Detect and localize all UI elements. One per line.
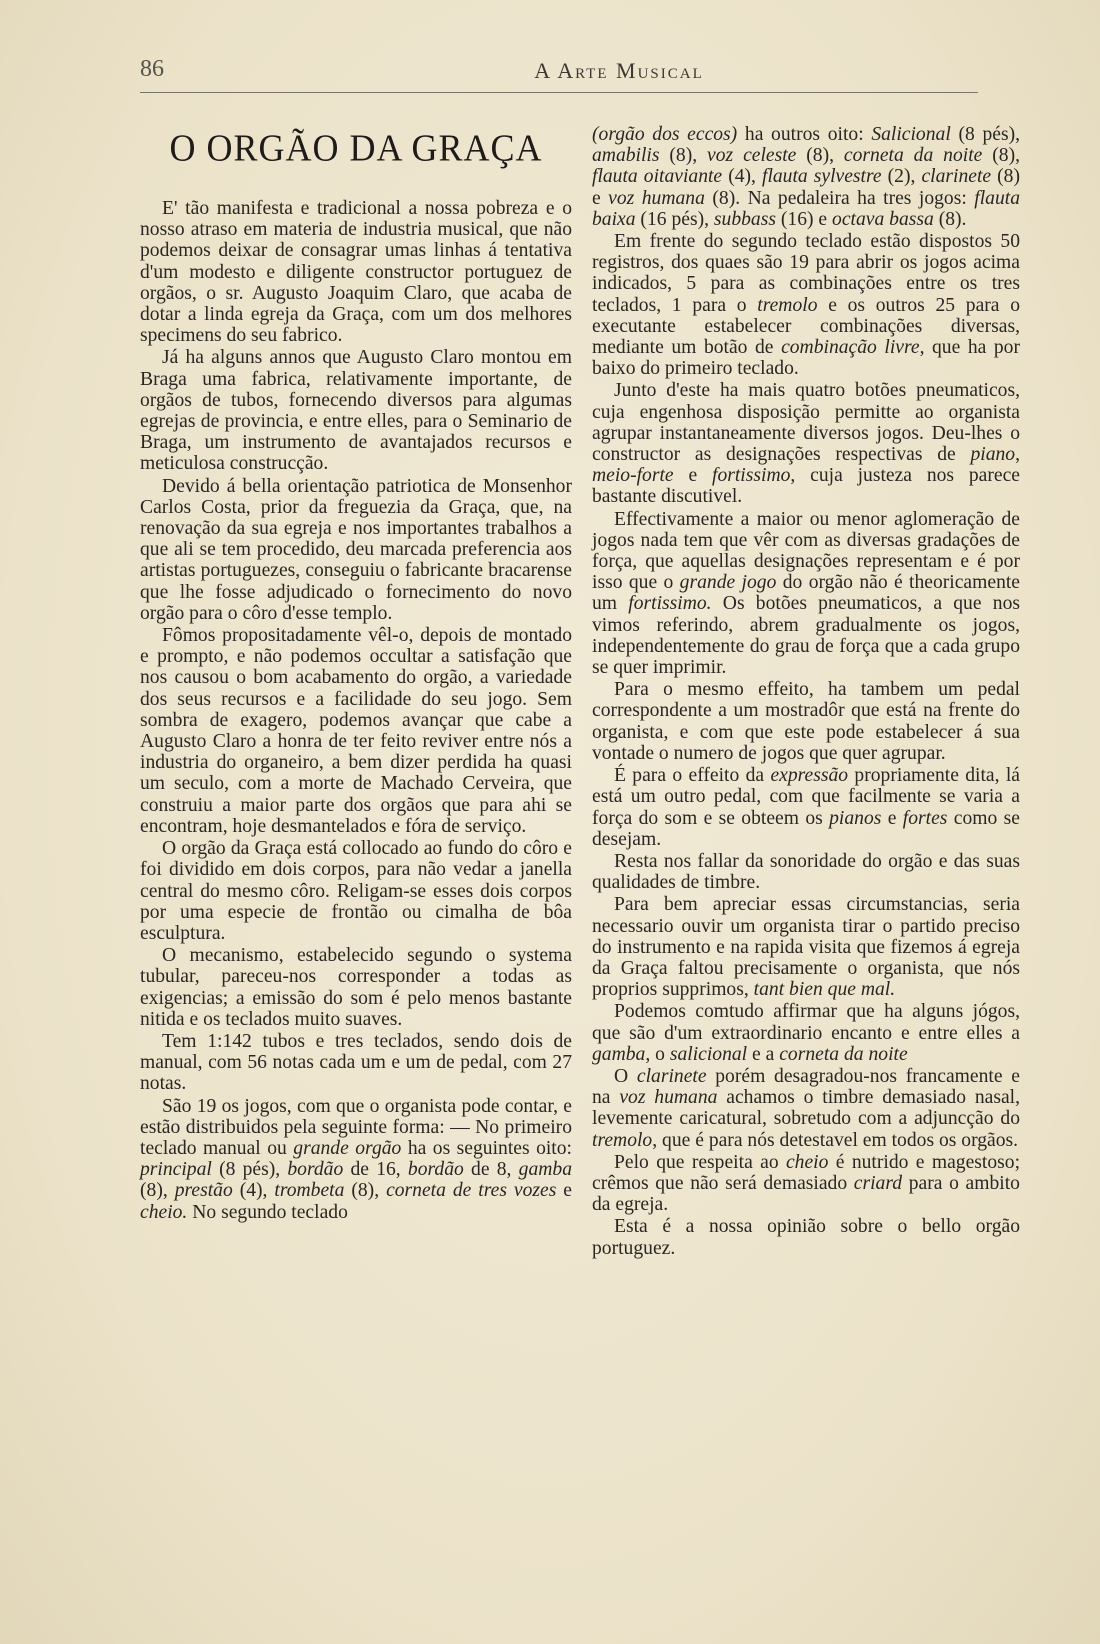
running-title: A Arte Musical [534,58,704,83]
right-column [592,124,1020,1259]
article-title: O ORGÃO DA GRAÇA [169,127,543,169]
paragraph: O orgão da Graça está collocado ao fundo do côro e foi dividido em dois corpos, para não vedar a janella central do mesmo côro. Religam-se esses dois corpos por uma especie de frontão ou cimalha de bôa esculptura. [140,838,572,944]
paragraph: Resta nos fallar da sonoridade do orgão e das suas qualidades de timbre. [592,850,1020,894]
paragraph: Fômos propositadamente vêl-o, depois de montado e prompto, e não podemos occultar a satisfação que nos causou o bom acabamento do orgão, a variedade dos seus recursos e a facilidade do seu jogo. Sem sombra de exagero, podemos avançar que cabe a Augusto Claro a honra de ter feito reviver entre nós a industria do organeiro, a bem dizer perdida ha quasi um seculo, com a morte de Machado Cerveira, que construiu a maior parte dos orgãos que para ahi se encontram, hoje desmantelados e fóra de serviço. [140,625,572,837]
paragraph: Para o mesmo effeito, ha tambem um pedal correspondente a um mostradôr que está na frente do organista, e com que este pode estabelecer á sua vontade o numero de jogos que quer agrupar. [592,679,1020,764]
paragraph: O clarinete porém desagradou-nos francamente e na voz humana achamos o timbre demasiado nasal, levemente caricatural, sobretudo com a adjuncção do tremolo, que é para nós detestavel em todos os orgãos. [592,1065,1020,1151]
paragraph: (orgão dos eccos) ha outros oito: Salicional (8 pés), amabilis (8), voz celeste (8), corneta da noite (8), flauta oitaviante (4), flauta sylvestre (2), clarinete (8) e voz humana (8). Na pedaleira ha tres jogos: flauta baixa (16 pés), subbass (16) e octava bassa (8). [592,124,1021,230]
paragraph: Pelo que respeita ao cheio é nutrido e magestoso; crêmos que não será demasiado criard para o ambito da egreja. [592,1151,1021,1216]
paragraph: Já ha alguns annos que Augusto Claro montou em Braga uma fabrica, relativamente importante, de orgãos de tubos, fornecendo diversos para algumas egrejas de provincia, e entre elles, para o Seminario de Braga, um instrumento de avantajados recursos e meticulosa construcção. [140,347,572,475]
paragraph: Devido á bella orientação patriotica de Monsenhor Carlos Costa, prior da freguezia da Graça, que, na renovação da sua egreja e nos importantes trabalhos a que ali se tem procedido, deu marcada preferencia aos artistas portuguezes, conseguiu o fabricante bracarense que lhe fosse adjudicado o fornecimento do novo orgão para o côro d'esse templo. [140,475,572,624]
paragraph: Junto d'este ha mais quatro botões pneumaticos, cuja engenhosa disposição permitte ao organista agrupar instantaneamente diversos jogos. Deu-lhes o constructor as designações respectivas de piano, meio-forte e fortissimo, cuja justeza nos parece bastante discutivel. [592,380,1020,508]
paragraph: São 19 os jogos, com que o organista pode contar, e estão distribuidos pela seguinte forma: — No primeiro teclado manual ou grande orgão ha os seguintes oito: principal (8 pés), bordão de 16, bordão de 8, gamba (8), prestão (4), trombeta (8), corneta de tres vozes e cheio. No segundo teclado [140,1095,573,1223]
paragraph: Em frente do segundo teclado estão dispostos 50 registros, dos quaes são 19 para abrir os jogos acima indicados, 5 para as combinações entre os tres teclados, 1 para o tremolo e os outros 25 para o executante estabelecer combinações diversas, mediante um botão de combinação livre, que ha por baixo do primeiro teclado. [592,231,1020,380]
page-number: 86 [140,56,164,82]
paragraph: Tem 1:142 tubos e tres teclados, sendo dois de manual, com 56 notas cada um e um de pedal, com 27 notas. [140,1030,572,1095]
paragraph: Effectivamente a maior ou menor aglomeração de jogos nada tem que vêr com as diversas gradações de força, que aquellas designações representam e é por isso que o grande jogo do orgão não é theoricamente um fortissimo. Os botões pneumaticos, a que nos vimos referindo, abrem gradualmente os jogos, independentemente do grau de força que a cada grupo se quer imprimir. [592,508,1021,679]
paragraph: Para bem apreciar essas circumstancias, seria necessario ouvir um organista tirar o partido preciso do instrumento e na rapida visita que fizemos á egreja da Graça faltou precisamente o organista, que nós proprios supprimos, tant bien que mal. [592,894,1020,1001]
paragraph: É para o effeito da expressão propriamente dita, lá está um outro pedal, com que facilmente se varia a força do som e se obteem os pianos e fortes como se desejam. [592,765,1021,850]
paragraph: E' tão manifesta e tradicional a nossa pobreza e o nosso atraso em materia de industria musical, que não podemos deixar de consagrar umas linhas á tentativa d'um modesto e diligente constructor portuguez de orgãos, o sr. Augusto Joaquim Claro, que acaba de dotar a linda egreja da Graça, com um dos melhores specimens do seu fabrico. [140,198,572,347]
paragraph: Esta é a nossa opinião sobre o bello orgão portuguez. [592,1216,1020,1259]
paragraph: Podemos comtudo affirmar que ha alguns jógos, que são d'um extraordinario encanto e entre elles a gamba, o salicional e a corneta da noite [592,1001,1020,1065]
left-column [140,122,572,1223]
paragraph: O mecanismo, estabelecido segundo o systema tubular, pareceu-nos corresponder a todas as exigencias; a emissão do som é pelo menos bastante nitida e os teclados muito suaves. [140,945,572,1030]
page-header [140,56,978,93]
